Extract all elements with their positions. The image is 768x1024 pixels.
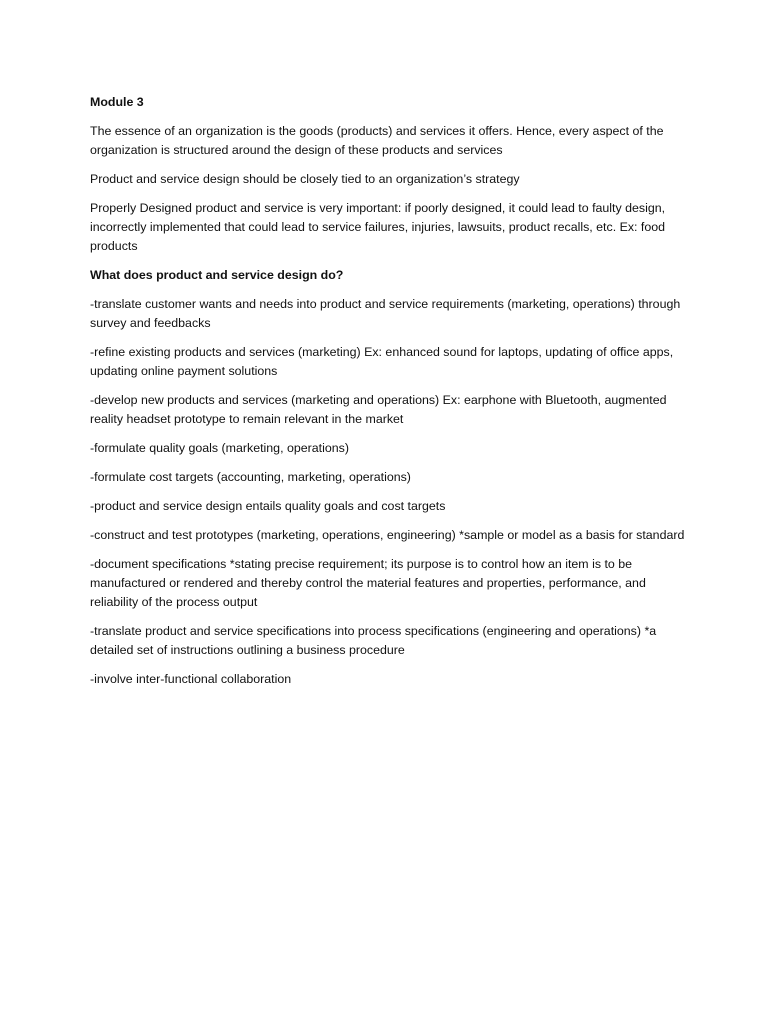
- list-item: -formulate quality goals (marketing, operations): [90, 441, 349, 455]
- list-item: -product and service design entails quality goals and cost targets: [90, 499, 446, 513]
- list-item: -translate product and service specifications into process specifications (engineering and operations) *a detailed set of instructions outlining a business procedure: [90, 624, 657, 657]
- list-item: -translate customer wants and needs into product and service requirements (marketing, operations) through survey and feedbacks: [90, 297, 681, 330]
- list-item: -construct and test prototypes (marketing, operations, engineering) *sample or model as a basis for standard: [90, 528, 685, 542]
- intro-paragraph-2: Product and service design should be closely tied to an organization’s strategy: [90, 172, 520, 186]
- intro-paragraph-1: The essence of an organization is the goods (products) and services it offers. Hence, every aspect of the organization is structured around the design of these products and services: [90, 124, 664, 157]
- list-item: -refine existing products and services (marketing) Ex: enhanced sound for laptops, updating of office apps, updating online payment solutions: [90, 345, 674, 378]
- list-item: -formulate cost targets (accounting, marketing, operations): [90, 470, 411, 484]
- list-item: -document specifications *stating precise requirement; its purpose is to control how an item is to be manufactured or rendered and thereby control the material features and properties, performance, and reliability of the process output: [90, 557, 646, 609]
- page-title: Module 3: [90, 95, 144, 109]
- list-item: -develop new products and services (marketing and operations) Ex: earphone with Bluetooth, augmented reality headset prototype to remain relevant in the market: [90, 393, 667, 426]
- list-item: -involve inter-functional collaboration: [90, 672, 292, 686]
- section-heading: What does product and service design do?: [90, 268, 344, 282]
- intro-paragraph-3: Properly Designed product and service is very important: if poorly designed, it could lead to faulty design, incorrectly implemented that could lead to service failures, injuries, lawsuits, product recalls, etc. Ex: food products: [90, 201, 666, 253]
